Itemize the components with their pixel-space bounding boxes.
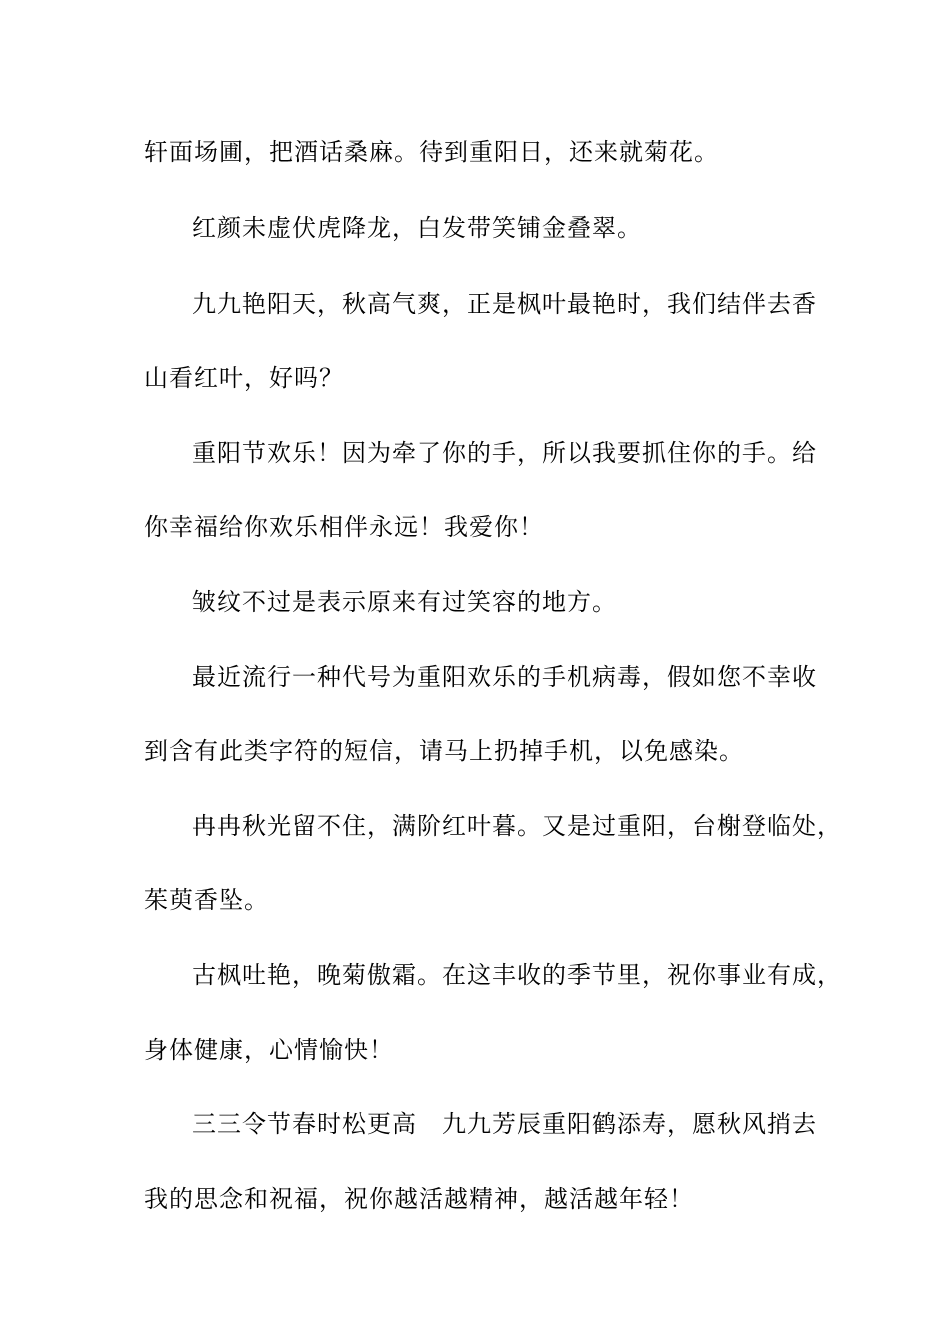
text-line: 到含有此类字符的短信，请马上扔掉手机，以免感染。 (144, 737, 744, 765)
text-line: 我的思念和祝福，祝你越活越精神，越活越年轻！ (144, 1185, 694, 1213)
text-line: 重阳节欢乐！因为牵了你的手，所以我要抓住你的手。给 (192, 439, 817, 467)
text-line: 你幸福给你欢乐相伴永远！我爱你！ (144, 513, 544, 541)
text-line: 最近流行一种代号为重阳欢乐的手机病毒，假如您不幸收 (192, 663, 817, 691)
text-line: 身体健康，心情愉快！ (144, 1036, 394, 1064)
text-line: 古枫吐艳，晚菊傲霜。在这丰收的季节里，祝你事业有成， (192, 961, 842, 989)
text-line: 九九艳阳天，秋高气爽，正是枫叶最艳时，我们结伴去香 (192, 290, 817, 318)
text-line: 茱萸香坠。 (144, 886, 269, 914)
text-line: 皱纹不过是表示原来有过笑容的地方。 (192, 588, 617, 616)
text-line: 轩面场圃，把酒话桑麻。待到重阳日，还来就菊花。 (144, 138, 719, 166)
text-line: 冉冉秋光留不住，满阶红叶暮。又是过重阳，台榭登临处， (192, 812, 842, 840)
text-line: 山看红叶，好吗？ (144, 364, 344, 392)
text-line: 红颜未虚伏虎降龙，白发带笑铺金叠翠。 (192, 214, 642, 242)
text-line: 三三令节春时松更高 九九芳辰重阳鹤添寿，愿秋风捎去 (192, 1110, 817, 1138)
